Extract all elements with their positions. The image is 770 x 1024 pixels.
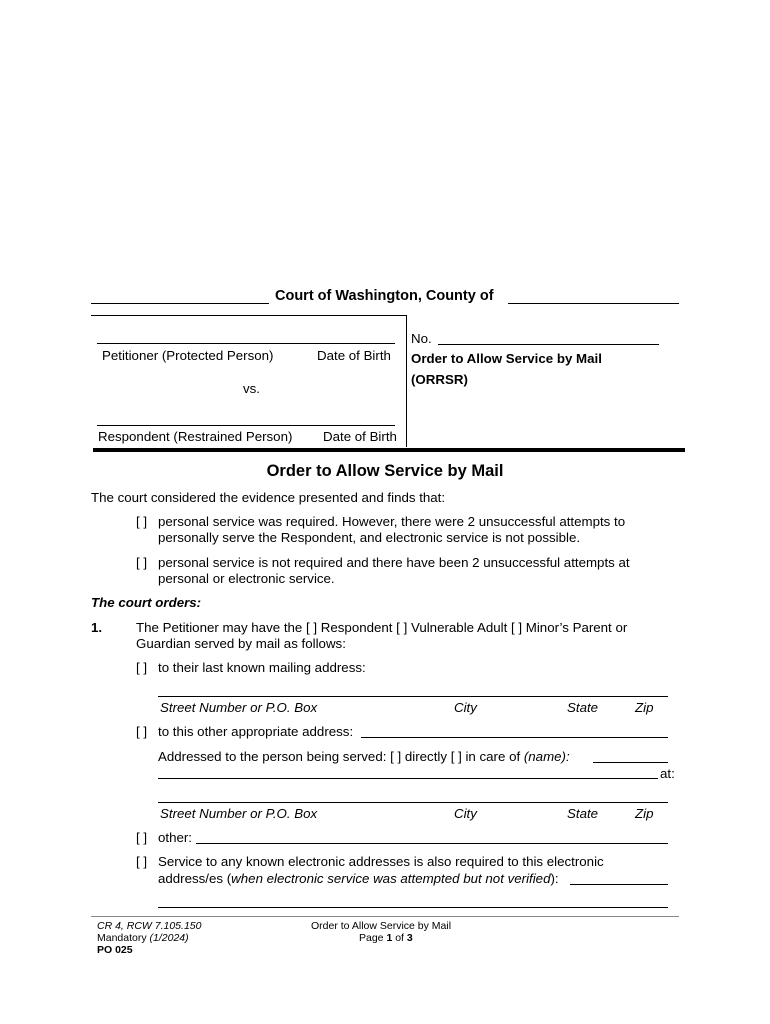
electronic-checkbox[interactable]: [ ] [136, 854, 148, 869]
address-1-street-label: Street Number or P.O. Box [160, 700, 318, 715]
finding-1-line-1: personal service was required. However, there were 2 unsuccessful attempts to [158, 514, 626, 529]
address-2-state-label: State [567, 806, 599, 821]
footer-rule-citation: CR 4, RCW 7.105.150 [97, 920, 202, 932]
address-1-state-label: State [567, 700, 599, 715]
footer-mandatory [97, 932, 189, 944]
caption-divider [406, 315, 407, 447]
respondent-dob-label: Date of Birth [323, 429, 397, 444]
intro-text: The court considered the evidence presented and finds that: [91, 490, 446, 505]
footer-center-title: Order to Allow Service by Mail [311, 920, 452, 932]
caption-form-title: Order to Allow Service by Mail [411, 351, 602, 366]
caption-top-rule [91, 315, 407, 316]
addressed-name-label: (name): [523, 749, 570, 764]
address-1-line[interactable] [158, 696, 668, 697]
electronic-line-2-prefix: address/es ( [158, 871, 232, 886]
document-title: Order to Allow Service by Mail [266, 462, 504, 480]
finding-1-checkbox[interactable]: [ ] [136, 514, 148, 529]
other-line[interactable] [196, 843, 668, 844]
electronic-line-2-italic: when electronic service was attempted but not verified [231, 871, 551, 886]
footer-mandatory-date: (1/2024) [149, 932, 189, 944]
case-number-line[interactable] [438, 344, 659, 345]
electronic-line-2 [158, 870, 559, 887]
footer-page-mid: of [392, 932, 407, 944]
finding-1-line-2: personally serve the Respondent, and electronic service is not possible. [158, 530, 581, 545]
other-address-label: to this other appropriate address: [158, 724, 354, 739]
last-known-address-checkbox[interactable]: [ ] [136, 660, 148, 675]
footer-page-total: 3 [406, 932, 413, 944]
address-2-zip-label: Zip [635, 806, 654, 821]
heading-thick-rule [93, 448, 685, 452]
footer-page-number: 1 [386, 932, 393, 944]
finding-2-checkbox[interactable]: [ ] [136, 555, 148, 570]
petitioner-name-line[interactable] [97, 343, 395, 344]
other-checkbox[interactable]: [ ] [136, 830, 148, 845]
address-1-city-label: City [454, 700, 477, 715]
electronic-address-line[interactable] [570, 884, 668, 885]
address-1-zip-label: Zip [635, 700, 654, 715]
respondent-label: Respondent (Restrained Person) [98, 429, 293, 444]
item-1-number: 1. [91, 620, 103, 635]
other-address-line[interactable] [361, 737, 668, 738]
footer-mandatory-label: Mandatory [97, 932, 150, 944]
court-heading: Court of Washington, County of [275, 288, 494, 304]
county-blank-right[interactable] [508, 303, 679, 304]
item-1-line-2: Guardian served by mail as follows: [136, 636, 346, 651]
footer-page-prefix: Page [359, 932, 387, 944]
case-number-label: No. [411, 331, 432, 346]
caption-form-code: (ORRSR) [411, 372, 468, 387]
other-address-checkbox[interactable]: [ ] [136, 724, 148, 739]
respondent-name-line[interactable] [97, 425, 395, 426]
footer-rule [91, 916, 679, 917]
addressee-full-line[interactable] [158, 778, 658, 779]
electronic-line-1: Service to any known electronic addresses is also required to this electronic [158, 854, 604, 869]
addressed-to-text: Addressed to the person being served: [ ] directly [ ] in care of [158, 749, 524, 764]
address-2-street-label: Street Number or P.O. Box [160, 806, 318, 821]
petitioner-label: Petitioner (Protected Person) [102, 348, 274, 363]
item-1-line-1: The Petitioner may have the [ ] Respondent [ ] Vulnerable Adult [ ] Minor’s Parent or [136, 620, 628, 635]
petitioner-dob-label: Date of Birth [317, 348, 391, 363]
address-2-line[interactable] [158, 802, 668, 803]
electronic-address-line-2[interactable] [158, 907, 668, 908]
footer-form-number: PO 025 [97, 944, 133, 956]
care-of-name-line[interactable] [593, 762, 668, 763]
orders-heading: The court orders: [91, 595, 202, 610]
versus-label: vs. [243, 381, 260, 396]
county-blank-left[interactable] [91, 303, 269, 304]
electronic-line-2-suffix: ): [550, 871, 559, 886]
last-known-address-label: to their last known mailing address: [158, 660, 366, 675]
at-label: at: [660, 766, 675, 781]
finding-2-line-2: personal or electronic service. [158, 571, 335, 586]
address-2-city-label: City [454, 806, 477, 821]
footer-page-indicator [359, 932, 413, 944]
other-label: other: [158, 830, 193, 845]
addressed-to-line [158, 748, 570, 765]
finding-2-line-1: personal service is not required and there have been 2 unsuccessful attempts at [158, 555, 630, 570]
